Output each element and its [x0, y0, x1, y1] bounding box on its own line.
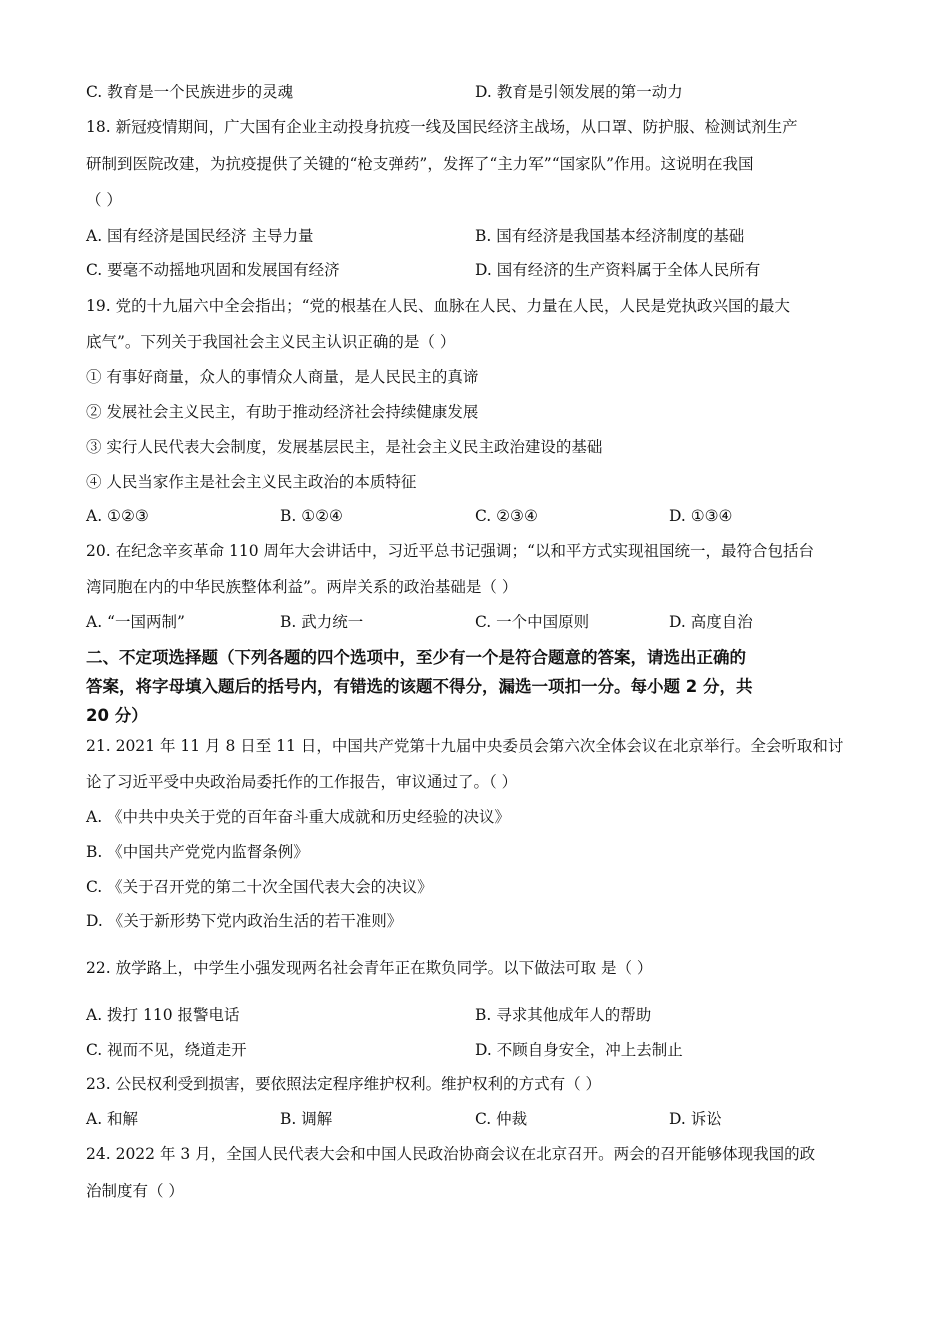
q22-stem: 22. 放学路上，中学生小强发现两名社会青年正在欺负同学。以下做法可取 是（ ）: [86, 959, 653, 977]
q19-statement-2: ② 发展社会主义民主，有助于推动经济社会持续健康发展: [86, 403, 479, 421]
q21-option-b: B. 《中国共产党党内监督条例》: [86, 843, 309, 861]
q18-answer-bracket: （ ）: [86, 191, 122, 209]
section-2-heading-line-3: 20 分）: [86, 706, 148, 725]
q24-stem-line-1: 24. 2022 年 3 月，全国人民代表大会和中国人民政治协商会议在北京召开。两会的召开能够体现我国的政: [86, 1145, 816, 1163]
q19-stem-line-1: 19. 党的十九届六中全会指出；“党的根基在人民、血脉在人民、力量在人民，人民是党执政兴国的最大: [86, 297, 791, 315]
q23-option-d: D. 诉讼: [669, 1110, 722, 1128]
q17-option-d: D. 教育是引领发展的第一动力: [475, 83, 683, 101]
q18-option-a: A. 国有经济是国民经济 主导力量: [86, 227, 314, 245]
q23-option-c: C. 仲裁: [475, 1110, 528, 1128]
section-2-heading-line-1: 二、不定项选择题（下列各题的四个选项中，至少有一个是符合题意的答案，请选出正确的: [86, 648, 746, 667]
section-2-heading-line-2: 答案，将字母填入题后的括号内，有错选的该题不得分，漏选一项扣一分。每小题 2 分，共: [86, 677, 753, 696]
q22-option-c: C. 视而不见，绕道走开: [86, 1041, 247, 1059]
q19-stem-line-2: 底气”。下列关于我国社会主义民主认识正确的是（ ）: [86, 333, 456, 351]
q18-option-d: D. 国有经济的生产资料属于全体人民所有: [475, 261, 761, 279]
q19-option-c: C. ②③④: [475, 507, 538, 525]
q22-option-b: B. 寻求其他成年人的帮助: [475, 1006, 652, 1024]
q18-stem-line-2: 研制到医院改建，为抗疫提供了关键的“枪支弹药”，发挥了“主力军”“国家队”作用。这说明在我国: [86, 155, 754, 173]
q19-statement-3: ③ 实行人民代表大会制度，发展基层民主，是社会主义民主政治建设的基础: [86, 438, 603, 456]
q24-stem-line-2: 治制度有（ ）: [86, 1182, 184, 1200]
q21-stem-line-2: 论了习近平受中央政治局委托作的工作报告，审议通过了。（ ）: [86, 773, 518, 791]
q23-option-a: A. 和解: [86, 1110, 139, 1128]
q22-option-d: D. 不顾自身安全，冲上去制止: [475, 1041, 683, 1059]
q21-option-a: A. 《中共中央关于党的百年奋斗重大成就和历史经验的决议》: [86, 808, 511, 826]
q19-option-a: A. ①②③: [86, 507, 149, 525]
q20-option-b: B. 武力统一: [280, 613, 364, 631]
q20-stem-line-1: 20. 在纪念辛亥革命 110 周年大会讲话中，习近平总书记强调；“以和平方式实现祖国统一，最符合包括台: [86, 542, 814, 560]
q22-option-a: A. 拨打 110 报警电话: [86, 1006, 240, 1024]
q17-option-c: C. 教育是一个民族进步的灵魂: [86, 83, 294, 101]
q18-stem-line-1: 18. 新冠疫情期间，广大国有企业主动投身抗疫一线及国民经济主战场，从口罩、防护服、检测试剂生产: [86, 118, 798, 136]
q20-stem-line-2: 湾同胞在内的中华民族整体利益”。两岸关系的政治基础是（ ）: [86, 578, 518, 596]
q21-stem-line-1: 21. 2021 年 11 月 8 日至 11 日，中国共产党第十九届中央委员会第六次全体会议在北京举行。全会听取和讨: [86, 737, 844, 755]
q20-option-a: A. “一国两制”: [86, 613, 185, 631]
q19-statement-4: ④ 人民当家作主是社会主义民主政治的本质特征: [86, 473, 417, 491]
q20-option-c: C. 一个中国原则: [475, 613, 590, 631]
q23-stem: 23. 公民权利受到损害，要依照法定程序维护权利。维护权利的方式有（ ）: [86, 1075, 602, 1093]
q21-option-c: C. 《关于召开党的第二十次全国代表大会的决议》: [86, 878, 433, 896]
q23-option-b: B. 调解: [280, 1110, 333, 1128]
q19-option-b: B. ①②④: [280, 507, 343, 525]
q18-option-c: C. 要毫不动摇地巩固和发展国有经济: [86, 261, 340, 279]
q19-statement-1: ① 有事好商量，众人的事情众人商量，是人民民主的真谛: [86, 368, 479, 386]
q19-option-d: D. ①③④: [669, 507, 733, 525]
q20-option-d: D. 高度自治: [669, 613, 753, 631]
q18-option-b: B. 国有经济是我国基本经济制度的基础: [475, 227, 745, 245]
q21-option-d: D. 《关于新形势下党内政治生活的若干准则》: [86, 912, 403, 930]
